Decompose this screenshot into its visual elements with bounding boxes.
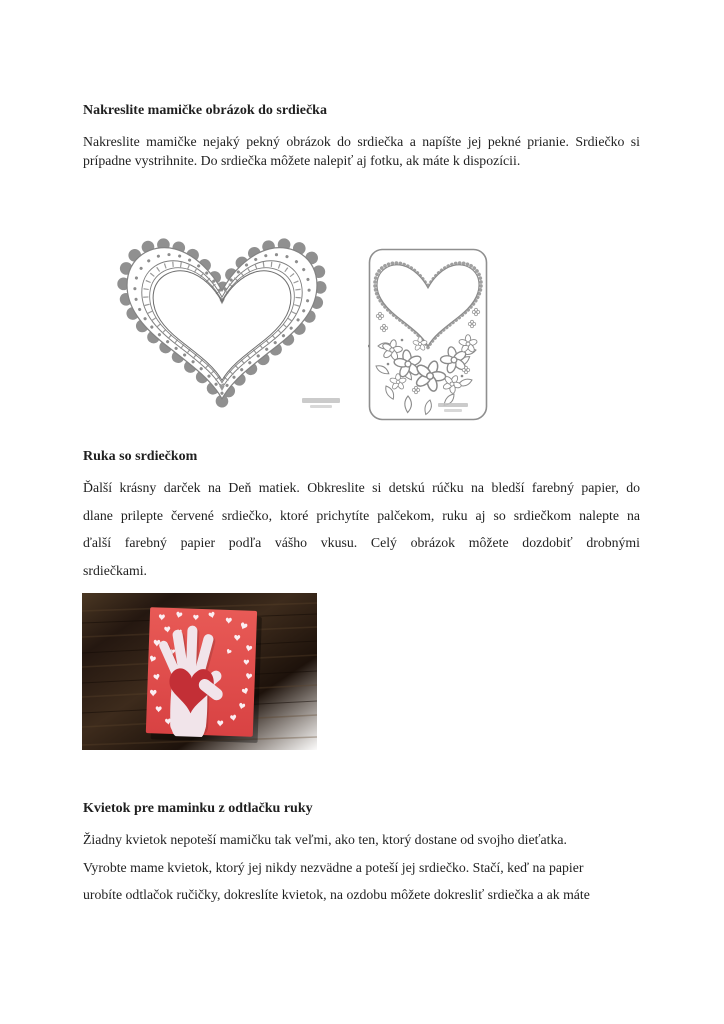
handprint-card-photo [82, 593, 317, 750]
paragraph-flower-handprint [83, 826, 640, 909]
paragraph-line: dlane prilepte červené srdiečko, ktoré prichytíte palčekom, ruku aj so srdiečkom nalepte na [83, 507, 640, 523]
heading-hand-with-heart: Ruka so srdiečkom [83, 449, 198, 464]
paragraph-line: Vyrobte mame kvietok, ktorý jej nikdy nezvädne a poteší jej srdiečko. Stačí, keď na papier [83, 859, 584, 875]
paragraph-line: Žiadny kvietok nepoteší mamičku tak veľmi, ako ten, ktorý dostane od svojho dieťatka. [83, 832, 567, 847]
paragraph-line: Ďalší krásny darček na Deň matiek. Obkreslite si detskú rúčku na bledší farebný papier, do [83, 480, 640, 495]
paragraph-hand-with-heart [83, 474, 640, 584]
lace-heart-image [112, 228, 332, 422]
watermark [302, 398, 340, 408]
heading-flower-handprint: Kvietok pre maminku z odtlačku ruky [83, 801, 313, 816]
paragraph-line: srdiečkami. [83, 562, 147, 578]
paragraph-line: ďalší farebný papier podľa vášho vkusu. Celý obrázok môžete dozdobiť drobnými [83, 535, 640, 550]
handprint-card-photo-image [82, 593, 317, 750]
lace-heart-figure [112, 228, 332, 422]
flower-heart-image [368, 248, 488, 421]
flower-heart-figure [368, 248, 488, 421]
watermark-line [310, 405, 332, 408]
paragraph-line: Nakreslite mamičke nejaký pekný obrázok do srdiečka a napíšte jej pekné prianie. Srdiečko si [83, 134, 640, 149]
heading-draw-picture: Nakreslite mamičke obrázok do srdiečka [83, 103, 327, 118]
watermark-line [302, 398, 340, 403]
watermark [438, 403, 468, 412]
paragraph-draw-picture [83, 132, 640, 170]
paragraph-line: prípadne vystrihnite. Do srdiečka môžete nalepiť aj fotku, ak máte k dispozícii. [83, 153, 521, 168]
watermark-line [444, 409, 462, 412]
paragraph-line: urobíte odtlačok ručičky, dokreslíte kvietok, na ozdobu môžete dokresliť srdiečka a ak máte [83, 887, 590, 902]
watermark-line [438, 403, 468, 407]
